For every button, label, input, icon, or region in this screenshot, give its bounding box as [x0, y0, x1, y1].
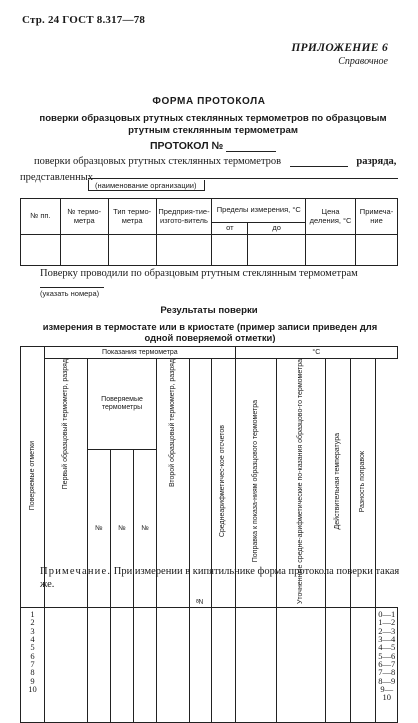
table-cell — [248, 235, 306, 266]
mark-value: 8 — [30, 667, 35, 678]
table-cell — [156, 235, 212, 266]
mark-value: 5 — [30, 642, 35, 653]
results-title: Результаты поверки — [160, 305, 258, 316]
verification-suffix: разряда, — [356, 156, 397, 167]
diff-value: 3—4 — [378, 634, 396, 645]
results-subtitle: измерения в термостате или в криостате (пример записи приведен для одной поверяемой отметки) — [42, 321, 378, 343]
thermometer-list-table — [20, 198, 398, 266]
marks-cell — [21, 608, 45, 723]
diff-value: 9—10 — [380, 684, 394, 703]
table-cell — [157, 608, 190, 723]
table-cell — [21, 235, 61, 266]
col-mean: Среднеарифметичес-кое отсчетов — [211, 359, 235, 608]
diff-value: 0—1 — [378, 609, 396, 620]
col-measurement-limits: Пределы измерения, °С — [212, 199, 306, 223]
mark-value: 6 — [30, 650, 35, 661]
col-number: № пп. — [21, 199, 61, 235]
diff-value: 5—6 — [378, 650, 396, 661]
diff-value: 7—8 — [378, 667, 396, 678]
presented-blank — [88, 178, 398, 179]
footnote-text: При измерении в кипятильнике форма протокола поверки такая же. — [40, 566, 400, 590]
col-thermometer-no: № термо-метра — [60, 199, 108, 235]
mark-value: 10 — [28, 684, 37, 695]
verified-no-3: № — [134, 450, 157, 608]
verified-no-1: № — [87, 450, 110, 608]
diff-value: 1—2 — [378, 617, 396, 628]
table-cell — [190, 608, 211, 723]
page-header: Стр. 24 ГОСТ 8.317—78 — [22, 14, 146, 26]
table-cell — [134, 608, 157, 723]
results-table — [20, 346, 398, 723]
diff-cell — [376, 608, 398, 723]
presented-line — [20, 172, 197, 190]
form-subtitle: поверки образцовых ртутных стеклянных термометров по образцовым ртутным стеклянным термометрам — [39, 113, 387, 136]
table-cell — [45, 608, 88, 723]
table-cell — [356, 235, 398, 266]
col-thermometer-type: Тип термо-метра — [108, 199, 156, 235]
verification-text: поверки образцовых ртутных стеклянных термометров — [34, 156, 282, 167]
table-cell — [212, 235, 248, 266]
protocol-number-blank — [226, 151, 276, 152]
form-title: ФОРМА ПРОТОКОЛА — [152, 96, 266, 107]
mark-value: 4 — [30, 634, 35, 645]
verification-blank — [290, 166, 348, 167]
col-limit-to: до — [248, 223, 306, 235]
diff-value: 8—9 — [378, 675, 396, 686]
mark-value: 1 — [30, 609, 35, 620]
reference-caption-text: (указать номера) — [40, 289, 100, 298]
mark-value: 7 — [30, 659, 35, 670]
footnote-label: Примечание. — [40, 566, 112, 577]
table-cell — [276, 608, 325, 723]
reference-line: Поверку проводили по образцовым ртутным стеклянным термометрам — [40, 268, 358, 279]
unit-celsius: °С — [235, 347, 397, 359]
verification-line — [34, 156, 396, 167]
reference-caption — [40, 287, 104, 298]
group-verified: Поверяемые термометры — [87, 359, 156, 450]
table-cell — [351, 608, 376, 723]
footnote — [40, 565, 400, 591]
table-cell — [306, 235, 356, 266]
col-marks: Поверяемые отметки — [21, 347, 45, 608]
col-manufacturer: Предприя-тие-изгото-витель — [156, 199, 212, 235]
col-limit-from: от — [212, 223, 248, 235]
col-remark: Примеча-ние — [356, 199, 398, 235]
col-actual: Действительная температура — [325, 359, 350, 608]
table-cell — [108, 235, 156, 266]
mark-value: 9 — [30, 675, 35, 686]
table-cell — [235, 608, 276, 723]
table-cell — [87, 608, 110, 723]
table-cell — [60, 235, 108, 266]
mark-value: 3 — [30, 625, 35, 636]
protocol-label-text: ПРОТОКОЛ № — [150, 140, 224, 152]
col-diff: Разность поправок — [351, 359, 376, 608]
appendix-note: Справочное — [338, 56, 388, 67]
presented-caption-box — [88, 180, 205, 191]
table-cell — [211, 608, 235, 723]
presented-text: представленных — [20, 172, 94, 183]
presented-caption: (наименование организации) — [95, 181, 197, 190]
group-readings: Показания термометра — [45, 347, 236, 359]
protocol-label — [150, 140, 276, 152]
col-correction: Поправка к показа-ниям образцового термометра — [235, 359, 276, 608]
mark-value: 2 — [30, 617, 35, 628]
col-first-reference: Первый образцовый термометр, разряд — [45, 359, 88, 608]
table-cell — [110, 608, 133, 723]
col-division-value: Цена деления, °С — [306, 199, 356, 235]
col-second-reference-no: № — [190, 359, 211, 608]
appendix-title: ПРИЛОЖЕНИЕ 6 — [291, 42, 388, 54]
col-refined: Уточненные средне-арифметические по-казания образцово-го термометра — [276, 359, 325, 608]
col-second-reference: Второй образцовый термометр, разряд — [157, 359, 190, 608]
diff-value: 4—5 — [378, 642, 396, 653]
diff-value: 2—3 — [378, 625, 396, 636]
table-cell — [325, 608, 350, 723]
verified-no-2: № — [110, 450, 133, 608]
diff-value: 6—7 — [378, 659, 396, 670]
